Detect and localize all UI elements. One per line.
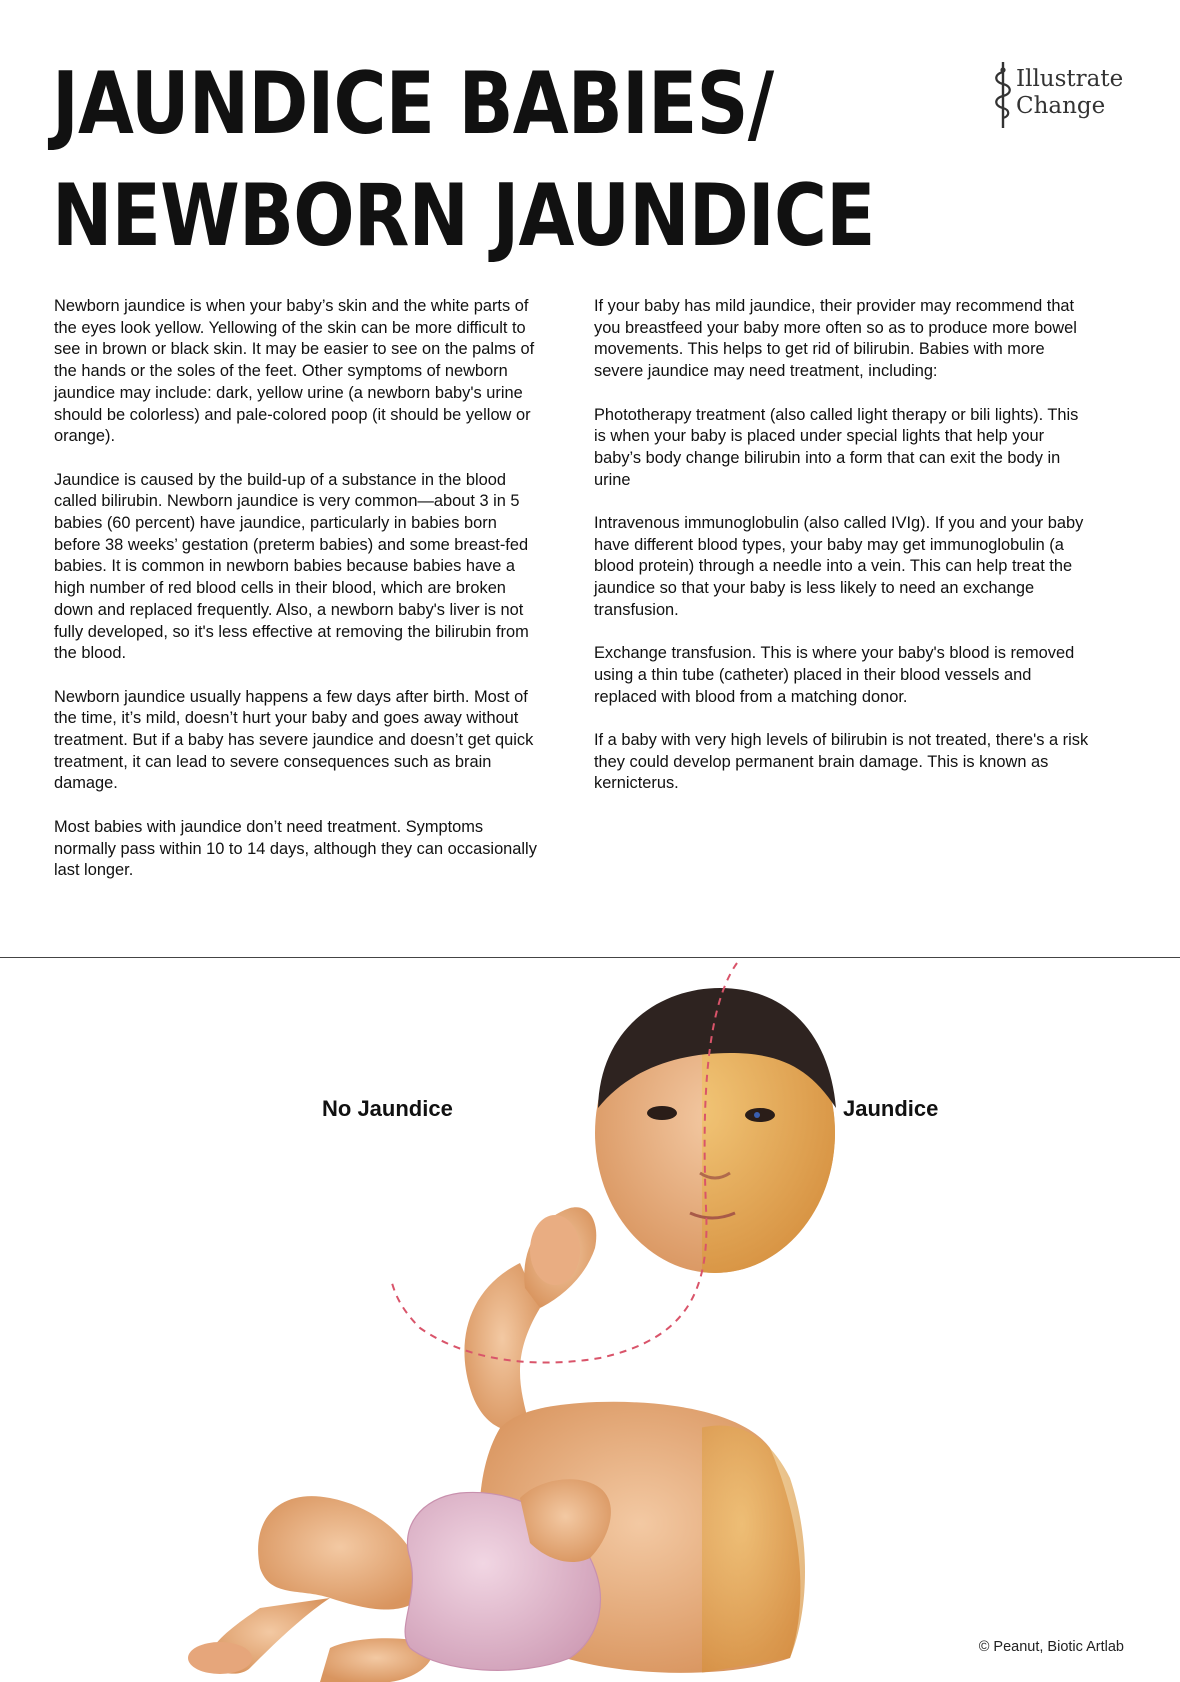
raised-arm bbox=[464, 1207, 596, 1431]
no-jaundice-label: No Jaundice bbox=[322, 1096, 453, 1121]
paragraph: If a baby with very high levels of bilirubin is not treated, there's a risk they could develop permanent brain damage. This is known as kernicterus. bbox=[594, 731, 1089, 793]
jaundice-label: Jaundice bbox=[843, 1096, 939, 1121]
staff-of-asclepius-icon bbox=[992, 60, 1014, 130]
title-line-2: NEWBORN JAUNDICE bbox=[52, 166, 875, 266]
paragraph: If your baby has mild jaundice, their provider may recommend that you breastfeed your baby more often so as to produce more bowel movements. This helps to get rid of bilirubin. Babies with more severe jaundice may need treatment, including: bbox=[594, 297, 1077, 381]
left-text-column bbox=[54, 296, 544, 904]
paragraph: Newborn jaundice usually happens a few days after birth. Most of the time, it’s mild, doesn’t hurt your baby and goes away without treatment. But if a baby has severe jaundice and doesn’t get quick treatment, it can lead to severe consequences such as brain damage. bbox=[54, 687, 534, 793]
baby-illustration bbox=[0, 958, 1180, 1682]
logo-line-2: Change bbox=[1016, 93, 1106, 119]
page-title bbox=[52, 48, 875, 272]
logo-text bbox=[1016, 66, 1123, 120]
paragraph: Exchange transfusion. This is where your baby's blood is removed using a thin tube (catheter) placed in their blood vessels and replaced with blood from a matching donor. bbox=[594, 644, 1075, 706]
left-eye bbox=[647, 1106, 677, 1120]
paragraph: Newborn jaundice is when your baby’s skin and the white parts of the eyes look yellow. Yellowing of the skin can be more difficult to see in brown or black skin. It may be easier to see on the palms of the hands or the soles of the feet. Other symptoms of newborn jaundice may include: dark, yellow urine (a newborn baby's urine should be colorless) and pale-colored poop (it should be yellow or orange). bbox=[54, 297, 535, 446]
image-credit: © Peanut, Biotic Artlab bbox=[978, 1639, 1124, 1655]
paragraph: Phototherapy treatment (also called light therapy or bili lights). This is when your baby is placed under special lights that help your baby’s body change bilirubin into a form that can exit the body in urine bbox=[594, 405, 1079, 489]
right-text-column bbox=[594, 296, 1094, 817]
illustrate-change-logo bbox=[992, 60, 1132, 130]
baby-head bbox=[595, 988, 836, 1273]
logo-line-1: Illustrate bbox=[1016, 66, 1124, 92]
paragraph: Jaundice is caused by the build-up of a substance in the blood called bilirubin. Newborn jaundice is very common—about 3 in 5 babies (60 percent) have jaundice, particularly in babies born before 38 weeks’ gestation (preterm babies) and some breast-fed babies. It is common in newborn babies because babies have a high number of red blood cells in their blood, which are broken down and replaced frequently. Also, a newborn baby's liver is not fully developed, so it's less effective at removing the bilirubin from the blood. bbox=[54, 470, 529, 663]
paragraph: Most babies with jaundice don’t need treatment. Symptoms normally pass within 10 to 14 days, although they can occasionally last longer. bbox=[54, 817, 537, 880]
legs bbox=[188, 1496, 433, 1682]
paragraph: Intravenous immunoglobulin (also called IVIg). If you and your baby have different blood types, your baby may get immunoglobulin (a blood protein) through a needle into a vein. This can help treat the jaundice so that your baby is less likely to need an exchange transfusion. bbox=[594, 514, 1084, 619]
title-line-1: JAUNDICE BABIES/ bbox=[52, 54, 774, 154]
